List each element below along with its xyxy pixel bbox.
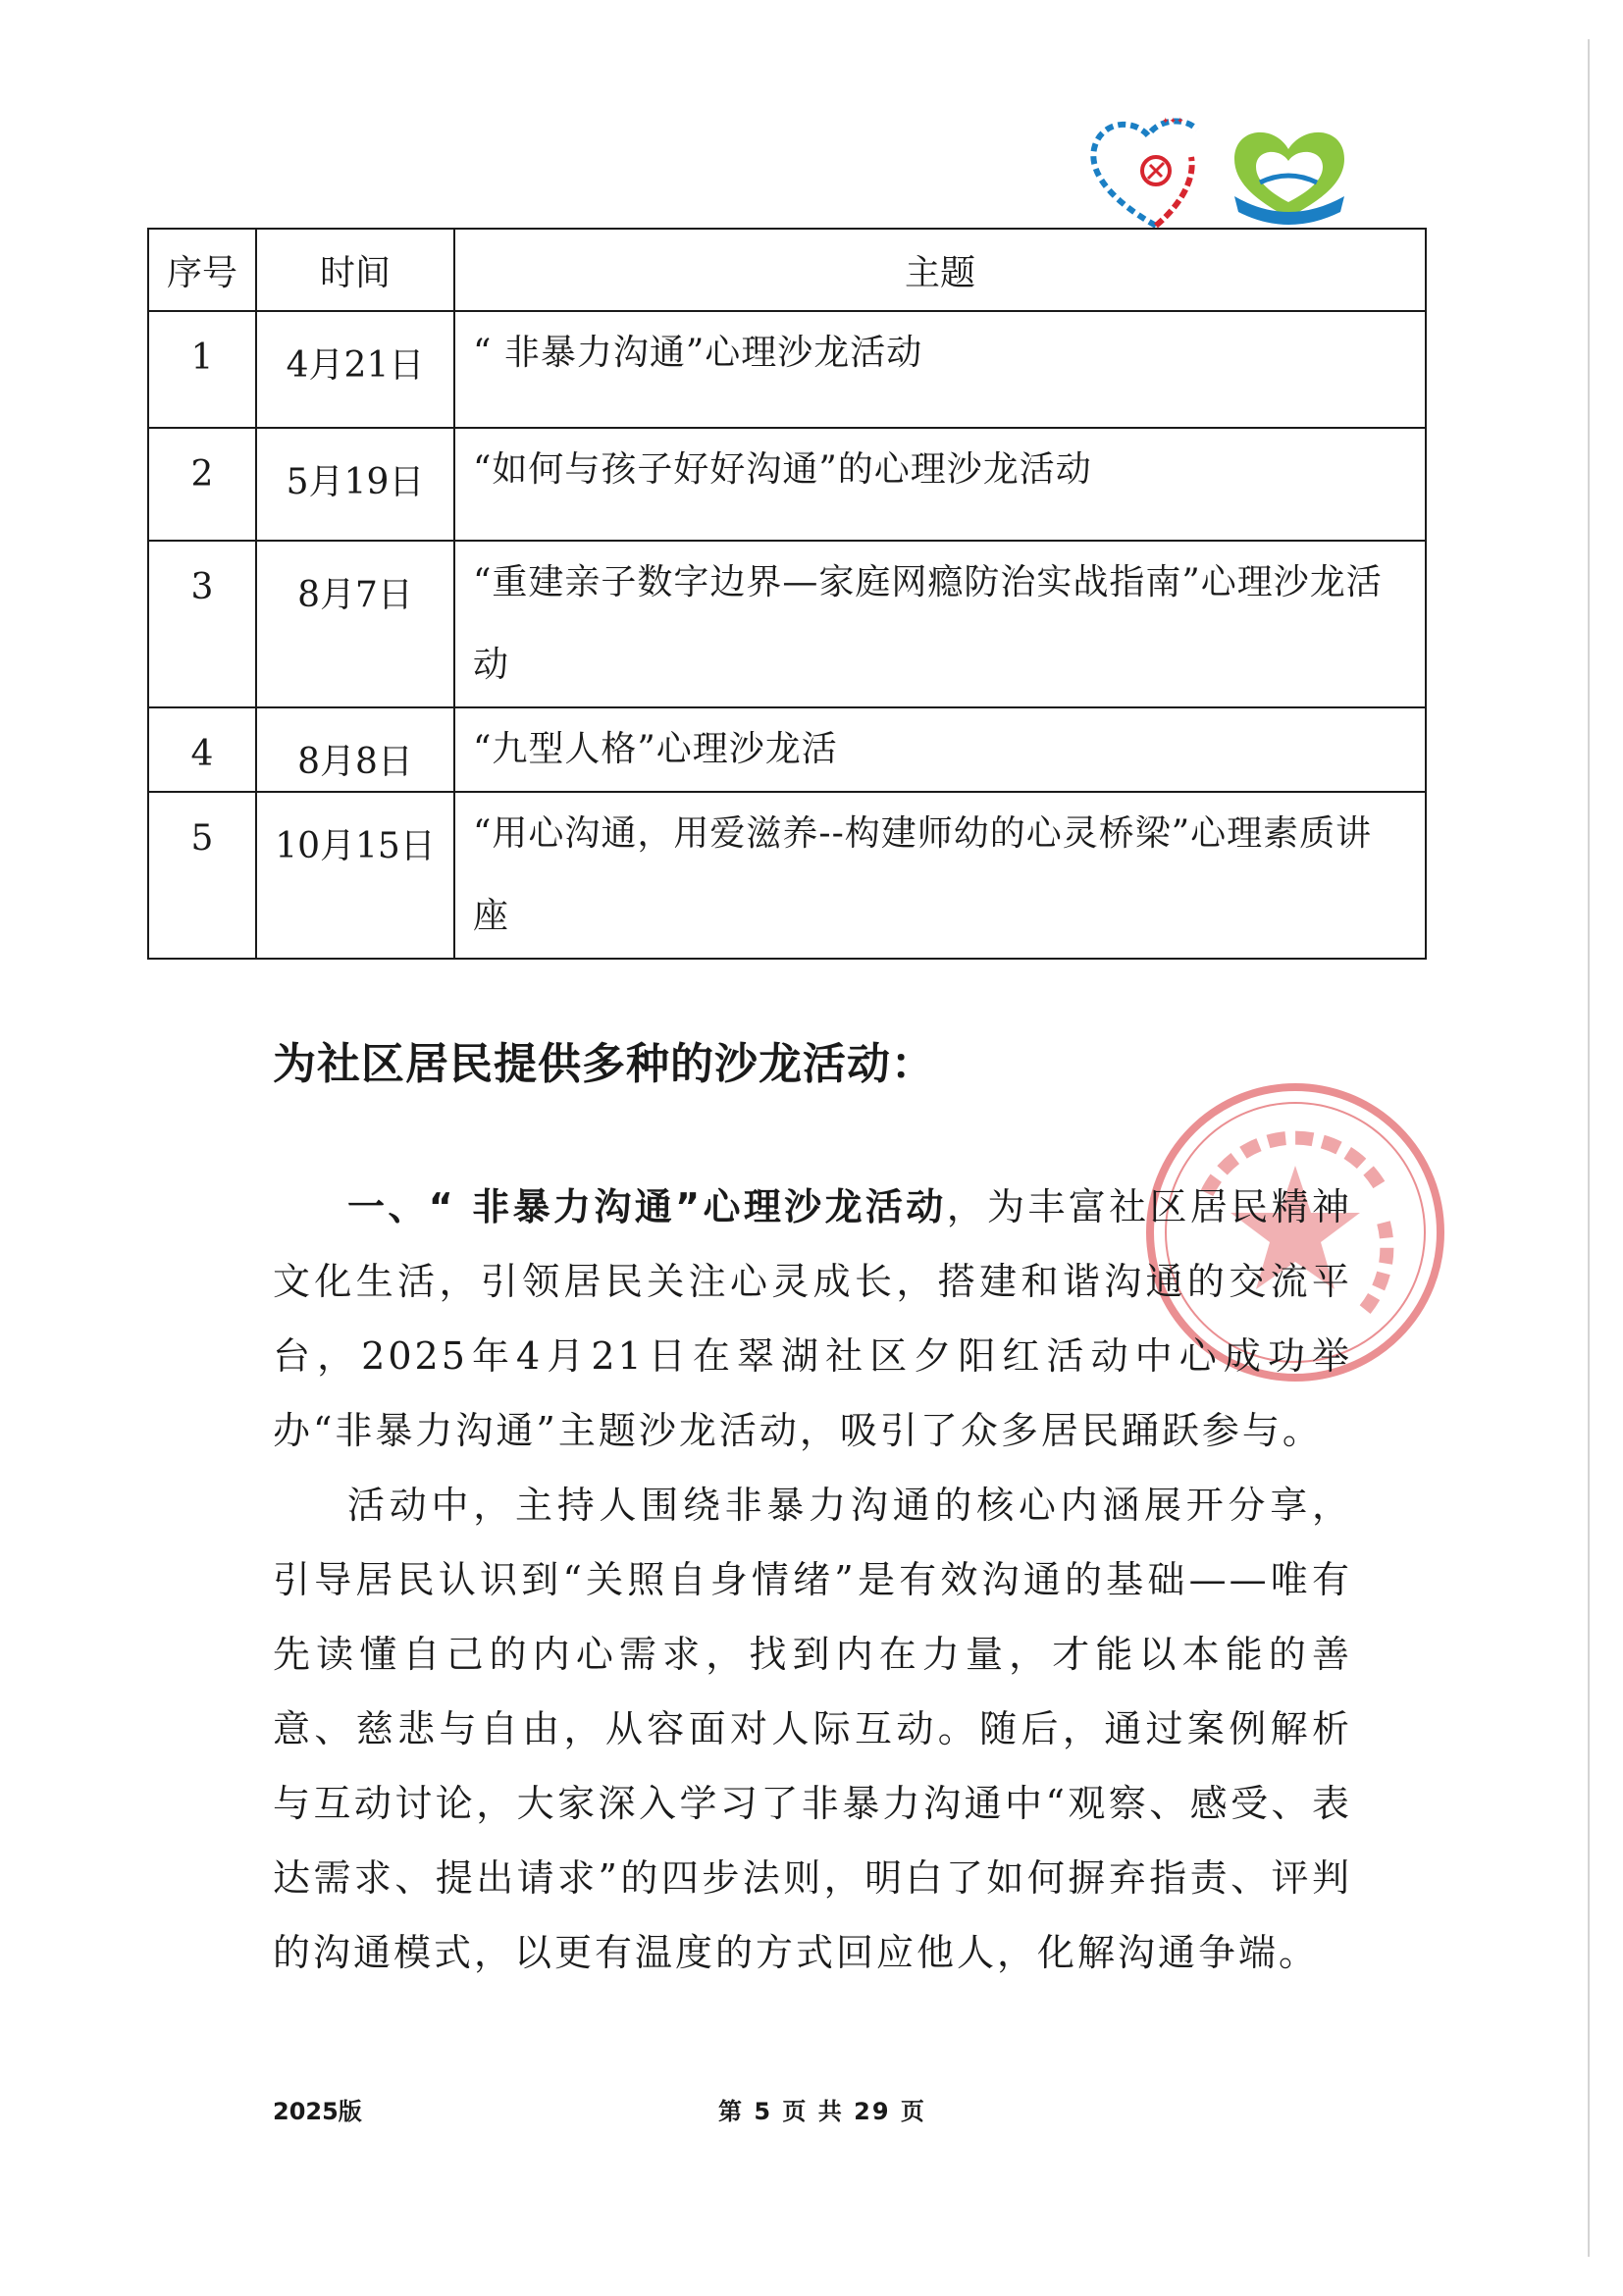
cell-topic	[454, 311, 1426, 428]
cell-serial-number: 2	[148, 428, 256, 541]
topic-text: “ 非暴力沟通”心理沙龙活动	[473, 333, 923, 373]
edition-label: 2025版	[273, 2098, 362, 2125]
body-text	[273, 1170, 1352, 1990]
page-number: 第 5 页 共 29 页	[718, 2098, 926, 2125]
svg-text:✦✦✦: ✦✦✦	[1162, 117, 1184, 127]
paragraph-2: 活动中，主持人围绕非暴力沟通的核心内涵展开分享，引导居民认识到“关照自身情绪”是有效沟通的基础——唯有先读懂自己的内心需求，找到内在力量，才能以本能的善意、慈悲与自由，从容面对人际互动。随后，通过案例解析与互动讨论，大家深入学习了非暴力沟通中“观察、感受、表达需求、提出请求”的四步法则，明白了如何摒弃指责、评判的沟通模式，以更有温度的方式回应他人，化解沟通争端。	[273, 1484, 1352, 1974]
header-date: 时间	[256, 229, 454, 311]
cell-topic	[454, 428, 1426, 541]
cell-date: 5月19日	[256, 428, 454, 541]
green-heart-logo	[1234, 132, 1344, 225]
header-topic: 主题	[454, 229, 1426, 311]
topic-text: “九型人格”心理沙龙活	[473, 729, 838, 769]
table-row	[148, 428, 1426, 541]
table-row	[148, 707, 1426, 792]
paragraph-1-rest: ，为丰富社区居民精神文化生活，引领居民关注心灵成长，搭建和谐沟通的交流平台，2025年4月21日在翠湖社区夕阳红活动中心成功举办“非暴力沟通”主题沙龙活动，吸引了众多居民踊跃参与。	[273, 1185, 1352, 1452]
cell-date: 4月21日	[256, 311, 454, 428]
cell-topic	[454, 707, 1426, 792]
topic-text: “如何与孩子好好沟通”的心理沙龙活动	[473, 449, 1092, 490]
cell-date: 10月15日	[256, 792, 454, 959]
cell-topic	[454, 541, 1426, 707]
paragraph-1-lead: 一、“ 非暴力沟通”心理沙龙活动	[347, 1185, 947, 1228]
heart-ribbon-logo	[1093, 117, 1197, 226]
section-heading: 为社区居民提供多种的沙龙活动：	[273, 1039, 935, 1089]
cell-serial-number: 1	[148, 311, 256, 428]
cell-serial-number: 3	[148, 541, 256, 707]
topic-text: “重建亲子数字边界—家庭网瘾防治实战指南”心理沙龙活动	[473, 562, 1383, 685]
table-row	[148, 311, 1426, 428]
paragraph-1	[273, 1170, 1352, 1468]
table-header-row	[148, 229, 1426, 311]
organization-logos	[1087, 110, 1362, 237]
cell-serial-number: 4	[148, 707, 256, 792]
header-serial-number: 序号	[148, 229, 256, 311]
cell-date: 8月8日	[256, 707, 454, 792]
activity-table	[147, 228, 1427, 960]
table-row	[148, 541, 1426, 707]
cell-date: 8月7日	[256, 541, 454, 707]
table-row	[148, 792, 1426, 959]
topic-text: “用心沟通，用爱滋养--构建师幼的心灵桥梁”心理素质讲座	[473, 813, 1373, 936]
cell-serial-number: 5	[148, 792, 256, 959]
scan-edge	[1588, 39, 1590, 2257]
cell-topic	[454, 792, 1426, 959]
